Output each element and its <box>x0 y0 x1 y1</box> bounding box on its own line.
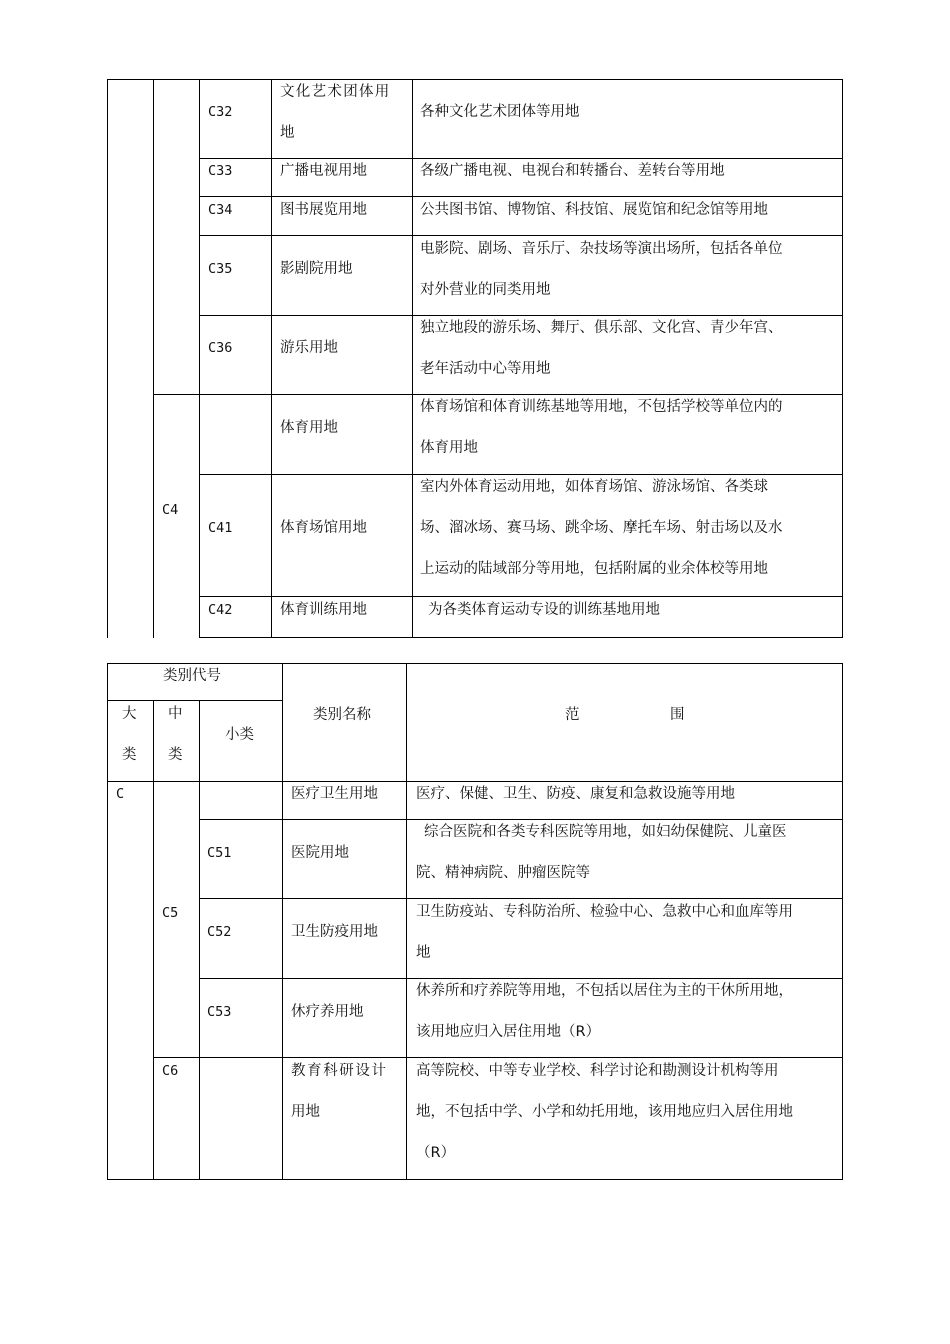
header-code-group: 类别代号 <box>163 668 221 684</box>
scope-text: 电影院、剧场、音乐厅、杂技场等演出场所，包括各单位 <box>420 241 783 257</box>
category-name: 文化艺术团体用 <box>280 84 391 100</box>
scope-text: （R） <box>416 1145 456 1161</box>
column-divider <box>406 663 407 1180</box>
scope-text: 高等院校、中等专业学校、科学讨论和勘测设计机构等用 <box>416 1063 779 1079</box>
category-name: 游乐用地 <box>280 340 338 356</box>
table-border <box>107 79 843 80</box>
scope-text: 为各类体育运动专设的训练基地用地 <box>428 602 660 618</box>
column-divider <box>153 700 154 1180</box>
header-minor: 小类 <box>225 727 254 743</box>
table-border <box>199 637 843 638</box>
category-name: 用地 <box>291 1104 320 1120</box>
scope-text: 上运动的陆域部分等用地，包括附属的业余体校等用地 <box>420 561 768 577</box>
scope-text: 综合医院和各类专科医院等用地，如妇幼保健院、儿童医 <box>424 824 787 840</box>
category-name: 医院用地 <box>291 845 349 861</box>
scope-text: 卫生防疫站、专科防治所、检验中心、急救中心和血库等用 <box>416 904 793 920</box>
scope-text: 医疗、保健、卫生、防疫、康复和急救设施等用地 <box>416 786 735 802</box>
middle-code: C6 <box>162 1063 179 1079</box>
scope-text: 各级广播电视、电视台和转播台、差转台等用地 <box>420 163 725 179</box>
minor-code: C52 <box>207 924 232 940</box>
minor-code: C51 <box>207 845 232 861</box>
column-divider <box>153 79 154 638</box>
minor-code: C33 <box>208 163 233 179</box>
scope-text: 体育场馆和体育训练基地等用地，不包括学校等单位内的 <box>420 399 783 415</box>
header-middle: 类 <box>168 747 183 763</box>
scope-text: 场、溜冰场、赛马场、跳伞场、摩托车场、射击场以及水 <box>420 520 783 536</box>
scope-text: 公共图书馆、博物馆、科技馆、展览馆和纪念馆等用地 <box>420 202 768 218</box>
minor-code: C53 <box>207 1004 232 1020</box>
middle-code: C4 <box>162 502 179 518</box>
header-scope: 范 <box>565 707 580 723</box>
header-major: 类 <box>122 747 137 763</box>
category-name: 图书展览用地 <box>280 202 367 218</box>
scope-text: 休养所和疗养院等用地，不包括以居住为主的干休所用地， <box>416 983 793 999</box>
table-border <box>842 663 843 1180</box>
category-name: 影剧院用地 <box>280 261 353 277</box>
minor-code: C41 <box>208 520 233 536</box>
category-name: 体育训练用地 <box>280 602 367 618</box>
scope-text: 各种文化艺术团体等用地 <box>420 104 580 120</box>
column-divider <box>282 663 283 1180</box>
header-middle: 中 <box>168 706 183 722</box>
category-name: 体育用地 <box>280 420 338 436</box>
scope-text: 对外营业的同类用地 <box>420 282 551 298</box>
column-divider <box>199 700 200 1180</box>
category-name: 教育科研设计 <box>291 1063 388 1079</box>
header-name: 类别名称 <box>313 707 371 723</box>
scope-text: 老年活动中心等用地 <box>420 361 551 377</box>
category-name: 休疗养用地 <box>291 1004 364 1020</box>
column-divider <box>107 79 108 638</box>
minor-code: C36 <box>208 340 233 356</box>
table-border <box>842 79 843 638</box>
scope-text: 独立地段的游乐场、舞厅、俱乐部、文化宫、青少年宫、 <box>420 320 783 336</box>
header-major: 大 <box>122 706 137 722</box>
column-divider <box>199 79 200 638</box>
category-name: 体育场馆用地 <box>280 520 367 536</box>
table-border <box>107 663 108 1180</box>
minor-code: C32 <box>208 104 233 120</box>
category-name: 广播电视用地 <box>280 163 367 179</box>
table-border <box>107 1179 843 1180</box>
middle-code: C5 <box>162 905 179 921</box>
minor-code: C34 <box>208 202 233 218</box>
column-divider <box>271 79 272 638</box>
category-name: 地 <box>280 125 295 141</box>
scope-text: 体育用地 <box>420 440 478 456</box>
minor-code: C35 <box>208 261 233 277</box>
scope-text: 该用地应归入居住用地（R） <box>416 1024 601 1040</box>
scope-text: 院、精神病院、肿瘤医院等 <box>416 865 590 881</box>
scope-text: 地，不包括中学、小学和幼托用地，该用地应归入居住用地 <box>416 1104 793 1120</box>
minor-code: C42 <box>208 602 233 618</box>
column-divider <box>412 79 413 638</box>
major-code: C <box>116 786 125 802</box>
scope-text: 地 <box>416 945 431 961</box>
category-name: 医疗卫生用地 <box>291 786 378 802</box>
header-scope: 围 <box>670 707 685 723</box>
category-name: 卫生防疫用地 <box>291 924 378 940</box>
scope-text: 室内外体育运动用地，如体育场馆、游泳场馆、各类球 <box>420 479 768 495</box>
